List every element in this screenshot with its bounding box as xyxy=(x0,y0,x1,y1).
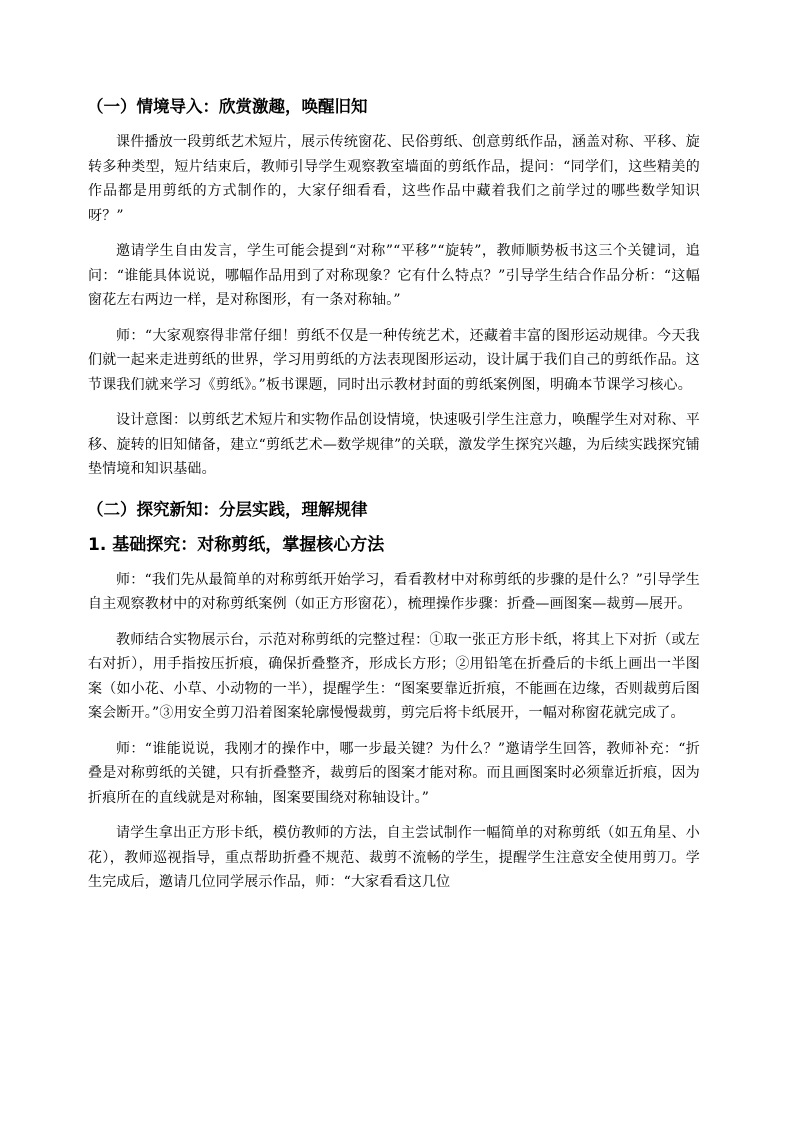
paragraph: 请学生拿出正方形卡纸，模仿教师的方法，自主尝试制作一幅简单的对称剪纸（如五角星、小花），教师巡视指导，重点帮助折叠不规范、裁剪不流畅的学生，提醒学生注意安全使用剪刀。学生完成后，邀请几位同学展示作品，师：“大家看看这几位 xyxy=(88,825,700,890)
paragraph: 邀请学生自由发言，学生可能会提到“对称”“平移”“旋转”，教师顺势板书这三个关键词，追问：“谁能具体说说，哪幅作品用到了对称现象？它有什么特点？”引导学生结合作品分析：“这幅窗花左右两边一样，是对称图形，有一条对称轴。” xyxy=(88,243,700,308)
paragraph: 师：“大家观察得非常仔细！剪纸不仅是一种传统艺术，还藏着丰富的图形运动规律。今天我们就一起来走进剪纸的世界，学习用剪纸的方法表现图形运动，设计属于我们自己的剪纸作品。这节课我们就来学习《剪纸》。”板书课题，同时出示教材封面的剪纸案例图，明确本节课学习核心。 xyxy=(88,327,700,393)
section-heading-1: （一）情境导入：欣赏激趣，唤醒旧知 xyxy=(87,97,368,116)
section-heading-2: （二）探究新知：分层实践，理解规律 xyxy=(87,499,368,519)
paragraph: 课件播放一段剪纸艺术短片，展示传统窗花、民俗剪纸、创意剪纸作品，涵盖对称、平移、旋转多种类型，短片结束后，教师引导学生观察教室墙面的剪纸作品，提问：“同学们，这些精美的作品都是用剪纸的方式制作的，大家仔细看看，这些作品中藏着我们之前学过的哪些数学知识呀？” xyxy=(88,134,700,224)
paragraph: 师：“我们先从最简单的对称剪纸开始学习，看看教材中对称剪纸的步骤的是什么？”引导学生自主观察教材中的对称剪纸案例（如正方形窗花），梳理操作步骤：折叠—画图案—裁剪—展开。 xyxy=(88,571,700,612)
subsection-heading: 1. 基础探究：对称剪纸，掌握核心方法 xyxy=(88,534,385,555)
paragraph: 教师结合实物展示台，示范对称剪纸的完整过程：①取一张正方形卡纸，将其上下对折（或左右对折），用手指按压折痕，确保折叠整齐，形成长方形；②用铅笔在折叠后的卡纸上画出一半图案（如小花、小草、小动物的一半），提醒学生：“图案要靠近折痕，不能画在边缘，否则裁剪后图案会断开。”③用安全剪刀沿着图案轮廓慢慢裁剪，剪完后将卡纸展开，一幅对称窗花就完成了。 xyxy=(88,631,700,721)
document-body xyxy=(88,95,700,906)
paragraph: 设计意图：以剪纸艺术短片和实物作品创设情境，快速吸引学生注意力，唤醒学生对对称、平移、旋转的旧知储备，建立“剪纸艺术—数学规律”的关联，激发学生探究兴趣，为后续实践探究铺垫情境和知识基础。 xyxy=(88,412,700,477)
paragraph: 师：“谁能说说，我刚才的操作中，哪一步最关键？为什么？”邀请学生回答，教师补充：“折叠是对称剪纸的关键，只有折叠整齐，裁剪后的图案才能对称。而且画图案时必须靠近折痕，因为折痕所在的直线就是对称轴，图案要围绕对称轴设计。” xyxy=(88,740,700,806)
